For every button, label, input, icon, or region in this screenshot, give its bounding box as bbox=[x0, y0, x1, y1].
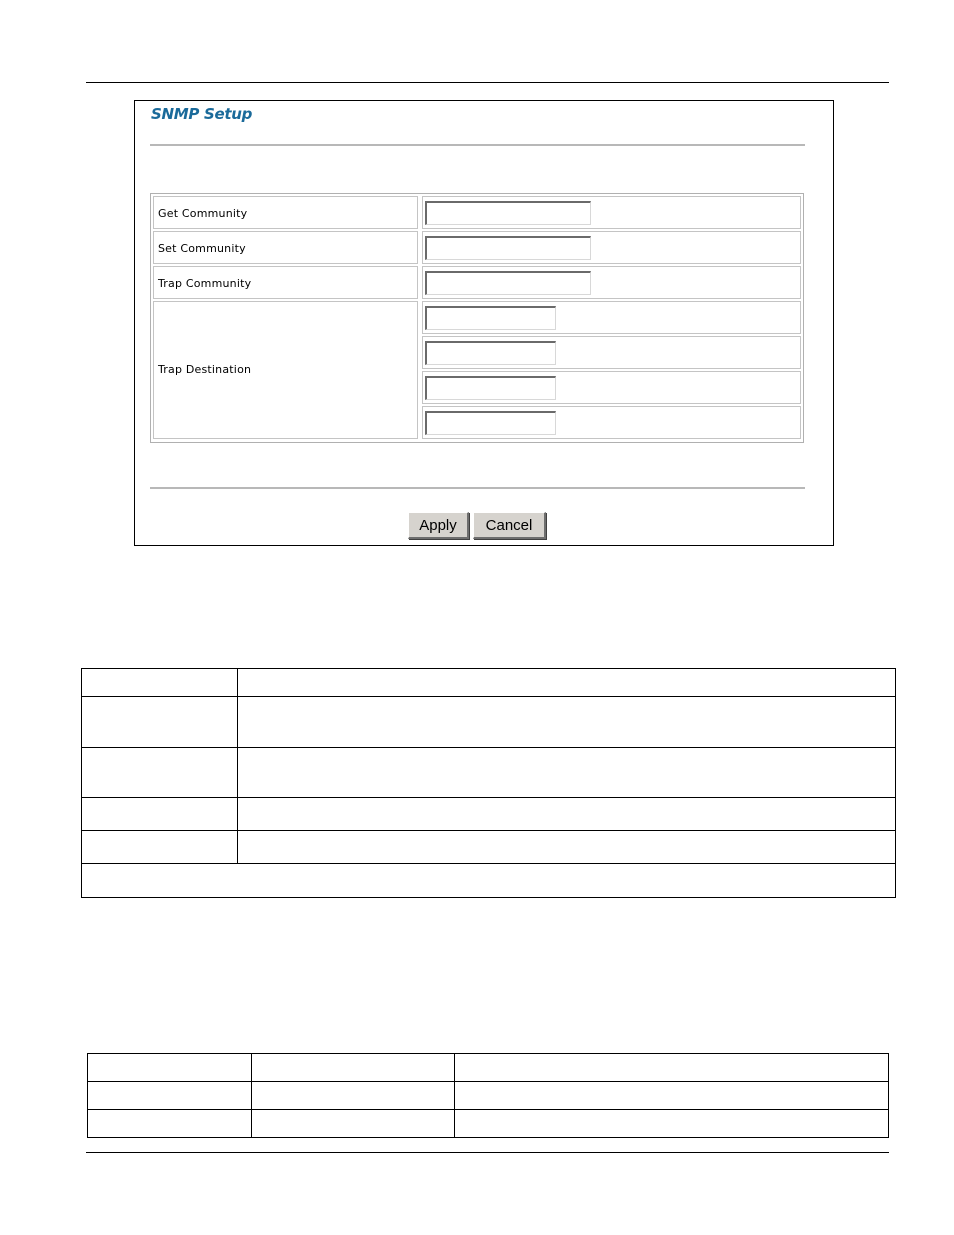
trap-destination-label-cell bbox=[153, 301, 418, 439]
trap-destination-cell-1 bbox=[422, 301, 801, 334]
set-community-input-cell bbox=[422, 231, 801, 264]
table-column-divider bbox=[454, 1054, 455, 1137]
table-row-divider bbox=[82, 747, 895, 748]
trap-destination-cell-4 bbox=[422, 406, 801, 439]
table-row-divider bbox=[88, 1109, 888, 1110]
title-divider bbox=[150, 144, 805, 146]
table-column-divider bbox=[237, 669, 238, 863]
header-rule bbox=[86, 82, 889, 83]
get-community-label-cell bbox=[153, 196, 418, 229]
trap-destination-input-4[interactable] bbox=[425, 411, 556, 435]
trap-destination-cell-2 bbox=[422, 336, 801, 369]
trap-destination-cell-3 bbox=[422, 371, 801, 404]
trap-destination-label: Trap Destination bbox=[158, 363, 252, 376]
get-community-label: Get Community bbox=[158, 207, 248, 220]
snmp-form bbox=[150, 193, 804, 443]
get-community-input[interactable] bbox=[425, 201, 591, 225]
footer-divider bbox=[150, 487, 805, 489]
cancel-button[interactable]: Cancel bbox=[473, 512, 546, 539]
table-row-divider bbox=[82, 863, 895, 864]
trap-destination-input-1[interactable] bbox=[425, 306, 556, 330]
table-row-divider bbox=[82, 797, 895, 798]
set-community-input[interactable] bbox=[425, 236, 591, 260]
snmp-setup-panel bbox=[134, 100, 834, 546]
field-description-table bbox=[81, 668, 896, 898]
trap-community-input-cell bbox=[422, 266, 801, 299]
page-title: SNMP Setup bbox=[151, 105, 253, 123]
table-column-divider bbox=[251, 1054, 252, 1137]
footer-rule bbox=[86, 1152, 889, 1153]
set-community-label: Set Community bbox=[158, 242, 246, 255]
table-row-divider bbox=[82, 696, 895, 697]
table-row-divider bbox=[82, 830, 895, 831]
table-row-divider bbox=[88, 1081, 888, 1082]
get-community-input-cell bbox=[422, 196, 801, 229]
trap-destination-input-2[interactable] bbox=[425, 341, 556, 365]
secondary-table bbox=[87, 1053, 889, 1138]
trap-destination-input-3[interactable] bbox=[425, 376, 556, 400]
apply-button[interactable]: Apply bbox=[408, 512, 469, 539]
trap-community-input[interactable] bbox=[425, 271, 591, 295]
set-community-label-cell bbox=[153, 231, 418, 264]
trap-community-label-cell bbox=[153, 266, 418, 299]
trap-community-label: Trap Community bbox=[158, 277, 252, 290]
